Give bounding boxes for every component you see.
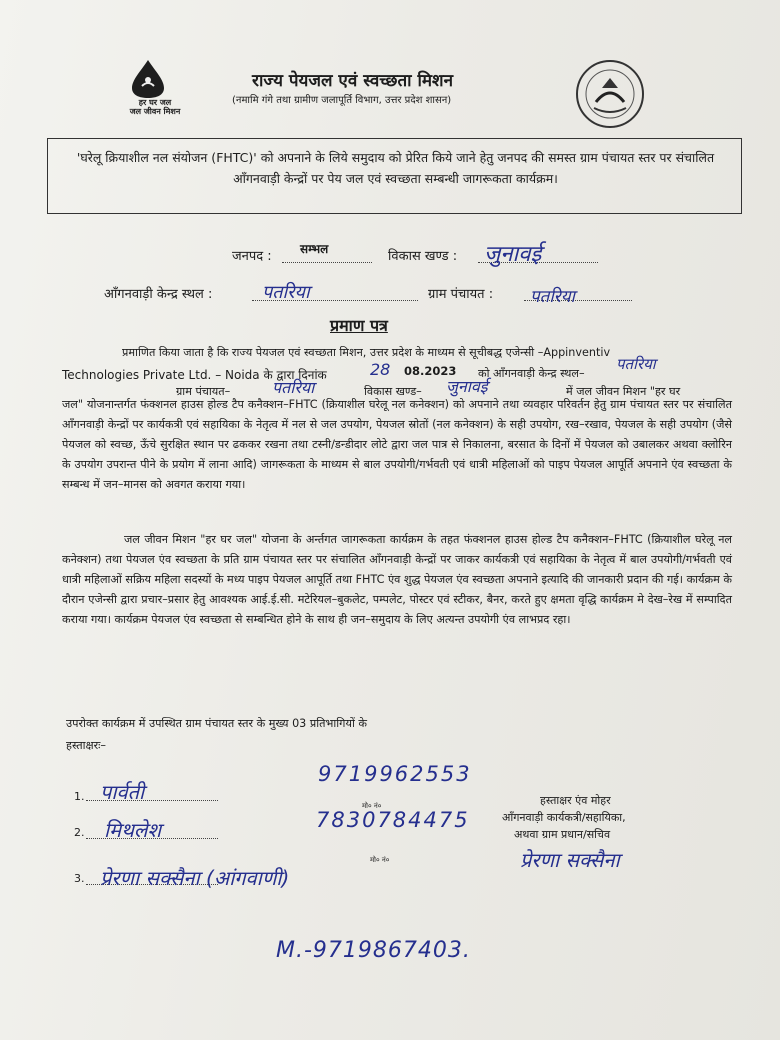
participant-3-name: प्रेरणा सक्सैना (आंगवाणी) — [100, 866, 290, 890]
district-label: जनपद : — [232, 249, 272, 264]
signatory-signature: प्रेरणा सक्सैना — [520, 848, 620, 872]
up-government-emblem — [572, 58, 648, 130]
cert-gp-value: पतरिया — [272, 378, 315, 397]
org-title: राज्य पेयजल एवं स्वच्छता मिशन — [252, 71, 454, 91]
cert-block-value: जुनावई — [446, 377, 488, 396]
signatory-line2: आँगनवाड़ी कार्यकत्री/सहायिका, — [502, 811, 626, 824]
participants-sign-label: हस्ताक्षरः– — [66, 739, 107, 752]
signatory-line1: हस्ताक्षर एंव मोहर — [540, 794, 611, 807]
participant-1-name: पार्वती — [100, 780, 145, 804]
participant-2-phone: 7830784475 — [316, 808, 470, 832]
block-label: विकास खण्ड : — [388, 249, 458, 264]
logo-tagline: हर घर जल जल जीवन मिशन — [129, 98, 181, 116]
participant-3-num: 3. — [74, 872, 85, 885]
gp-value: पतरिया — [530, 287, 575, 307]
cert-paragraph-1: जल" योजनान्तर्गत फंक्शनल हाउस होल्ड टैप कनैक्शन–FHTC (क्रियाशील घरेलू नल कनेक्शन) को अपनाने तथा व्यवहार परिवर्तन हेतु ग्राम पंचायत स्तर पर संचालित आँगनवाड़ी केन्द्रों पर कार्यकत्री एवं सहायिका के नेतृत्व में नल से जल उपयोग, पेयजल स्रोतों (नल कनेक्शन) के सही उपयोग, रख–रखाव, पेयजल के सही उपयोग (जैसे पेयजल को स्वच्छ, ऊँचे सुरक्षित स्थान पर ढककर रखना तथा टस्नी/डन्डीदार लोटे द्वारा जल पात्र से निकालना, बरसात के दिनों में पेयजल को उबालकर अथवा क्लोरिन के उपयोग उपरान्त पीने के प्रयोग में लाना आदि) जागरूकता के माध्यम से बाल उपयोगी/गर्भवती एवं धात्री महिलाओं को पाइप पेयजल आपूर्ति अपनाने एंव स्वच्छता के सम्बन्ध में जन–मानस को अवगत कराया गया। — [62, 398, 732, 491]
participant-1-phone: 9719962553 — [318, 762, 472, 786]
anganwadi-label: आँगनवाड़ी केन्द्र स्थल : — [104, 287, 213, 302]
org-subtitle: (नमामि गंगे तथा ग्रामीण जलापूर्ति विभाग, उत्तर प्रदेश शासन) — [232, 95, 452, 106]
block-value: जुनावई — [484, 242, 542, 267]
cert-line1: प्रमाणित किया जाता है कि राज्य पेयजल एवं स्वच्छता मिशन, उत्तर प्रदेश के माध्यम से सूचीबद्ध एजेन्सी –Appinventiv — [122, 346, 611, 359]
cert-paragraph-2: जल जीवन मिशन "हर घर जल" योजना के अर्न्तगत जागरूकता कार्यक्रम के तहत फंक्शनल हाउस होल्ड टैप कनैक्शन–FHTC (क्रियाशील घरेलू नल कनेक्शन) तथा पेयजल एंव स्वच्छता के प्रति ग्राम पंचायत स्तर पर संचालित आँगनवाड़ी केन्द्रों पर जाकर कार्यकत्री एवं सहायिका के नेतृत्व में बाल उपयोगी/गर्भवती एवं धात्री महिलाओं सक्रिय महिला सदस्यों के मध्य पाइप पेयजल आपूर्ति तथा FHTC एंव शुद्ध पेयजल एंव स्वच्छता अपनाने इत्यादि की जानकारी प्रदान की गई। कार्यक्रम के दौरान एजेन्सी द्वारा प्रचार–प्रसार हेतु आवश्यक आई.ई.सी. मटेरियल–बुकलेट, पम्पलेट, पोस्टर एवं स्टीकर, बैनर, करते हुए क्षमता वृद्धि कार्यक्रम मे देख–रेख में सम्पादित कराया गया। कार्यक्रम पेयजल एंव स्वच्छता से सम्बन्धित होने के साथ ही जन–समुदाय के लिए अत्यन्त उपयोगी एंव लाभप्रद रहा। — [62, 533, 732, 626]
cert-line2-c: को आँगनवाड़ी केन्द्र स्थल– — [478, 367, 585, 380]
participant-2-name: मिथलेश — [104, 818, 162, 842]
mobile-note: M.-9719867403. — [276, 938, 471, 963]
cert-line3-b: विकास खण्ड– — [364, 385, 422, 398]
subject-box — [47, 138, 742, 214]
participant-2-phone-label: मो० नं० — [362, 802, 382, 810]
participant-1-num: 1. — [74, 790, 85, 803]
anganwadi-value: पतरिया — [262, 282, 310, 303]
signatory-line3: अथवा ग्राम प्रधान/सचिव — [514, 828, 611, 841]
district-value: सम्भल — [300, 242, 329, 256]
district-dotline — [282, 262, 372, 263]
cert-date-rest: 08.2023 — [404, 364, 457, 378]
participant-3-phone-label: मो० नं० — [370, 856, 390, 864]
certificate-title: प्रमाण पत्र — [330, 316, 388, 335]
cert-date-day: 28 — [370, 360, 391, 379]
cert-line3-a: ग्राम पंचायत– — [176, 385, 231, 398]
participants-intro: उपरोक्त कार्यक्रम में उपस्थित ग्राम पंचायत स्तर के मुख्य 03 प्रतिभागियों के — [66, 717, 367, 730]
cert-anganwadi-value: पतरिया — [616, 355, 656, 373]
participant-2-num: 2. — [74, 826, 85, 839]
cert-line3-c: में जल जीवन मिशन "हर घर — [566, 385, 681, 398]
cert-line2-a: Technologies Private Ltd. – Noida के द्वारा दिनांक — [62, 368, 327, 382]
subject-text: 'घरेलू क्रियाशील नल संयोजन (FHTC)' को अपनाने के लिये समुदाय को प्रेरित किये जाने हेतु जनपद की समस्त ग्राम पंचायत स्तर पर संचालित आँगनवाड़ी केन्द्रों पर पेय जल एवं स्वच्छता सम्बन्धी जागरूकता कार्यक्रम। — [76, 150, 715, 186]
gp-label: ग्राम पंचायत : — [428, 287, 494, 302]
